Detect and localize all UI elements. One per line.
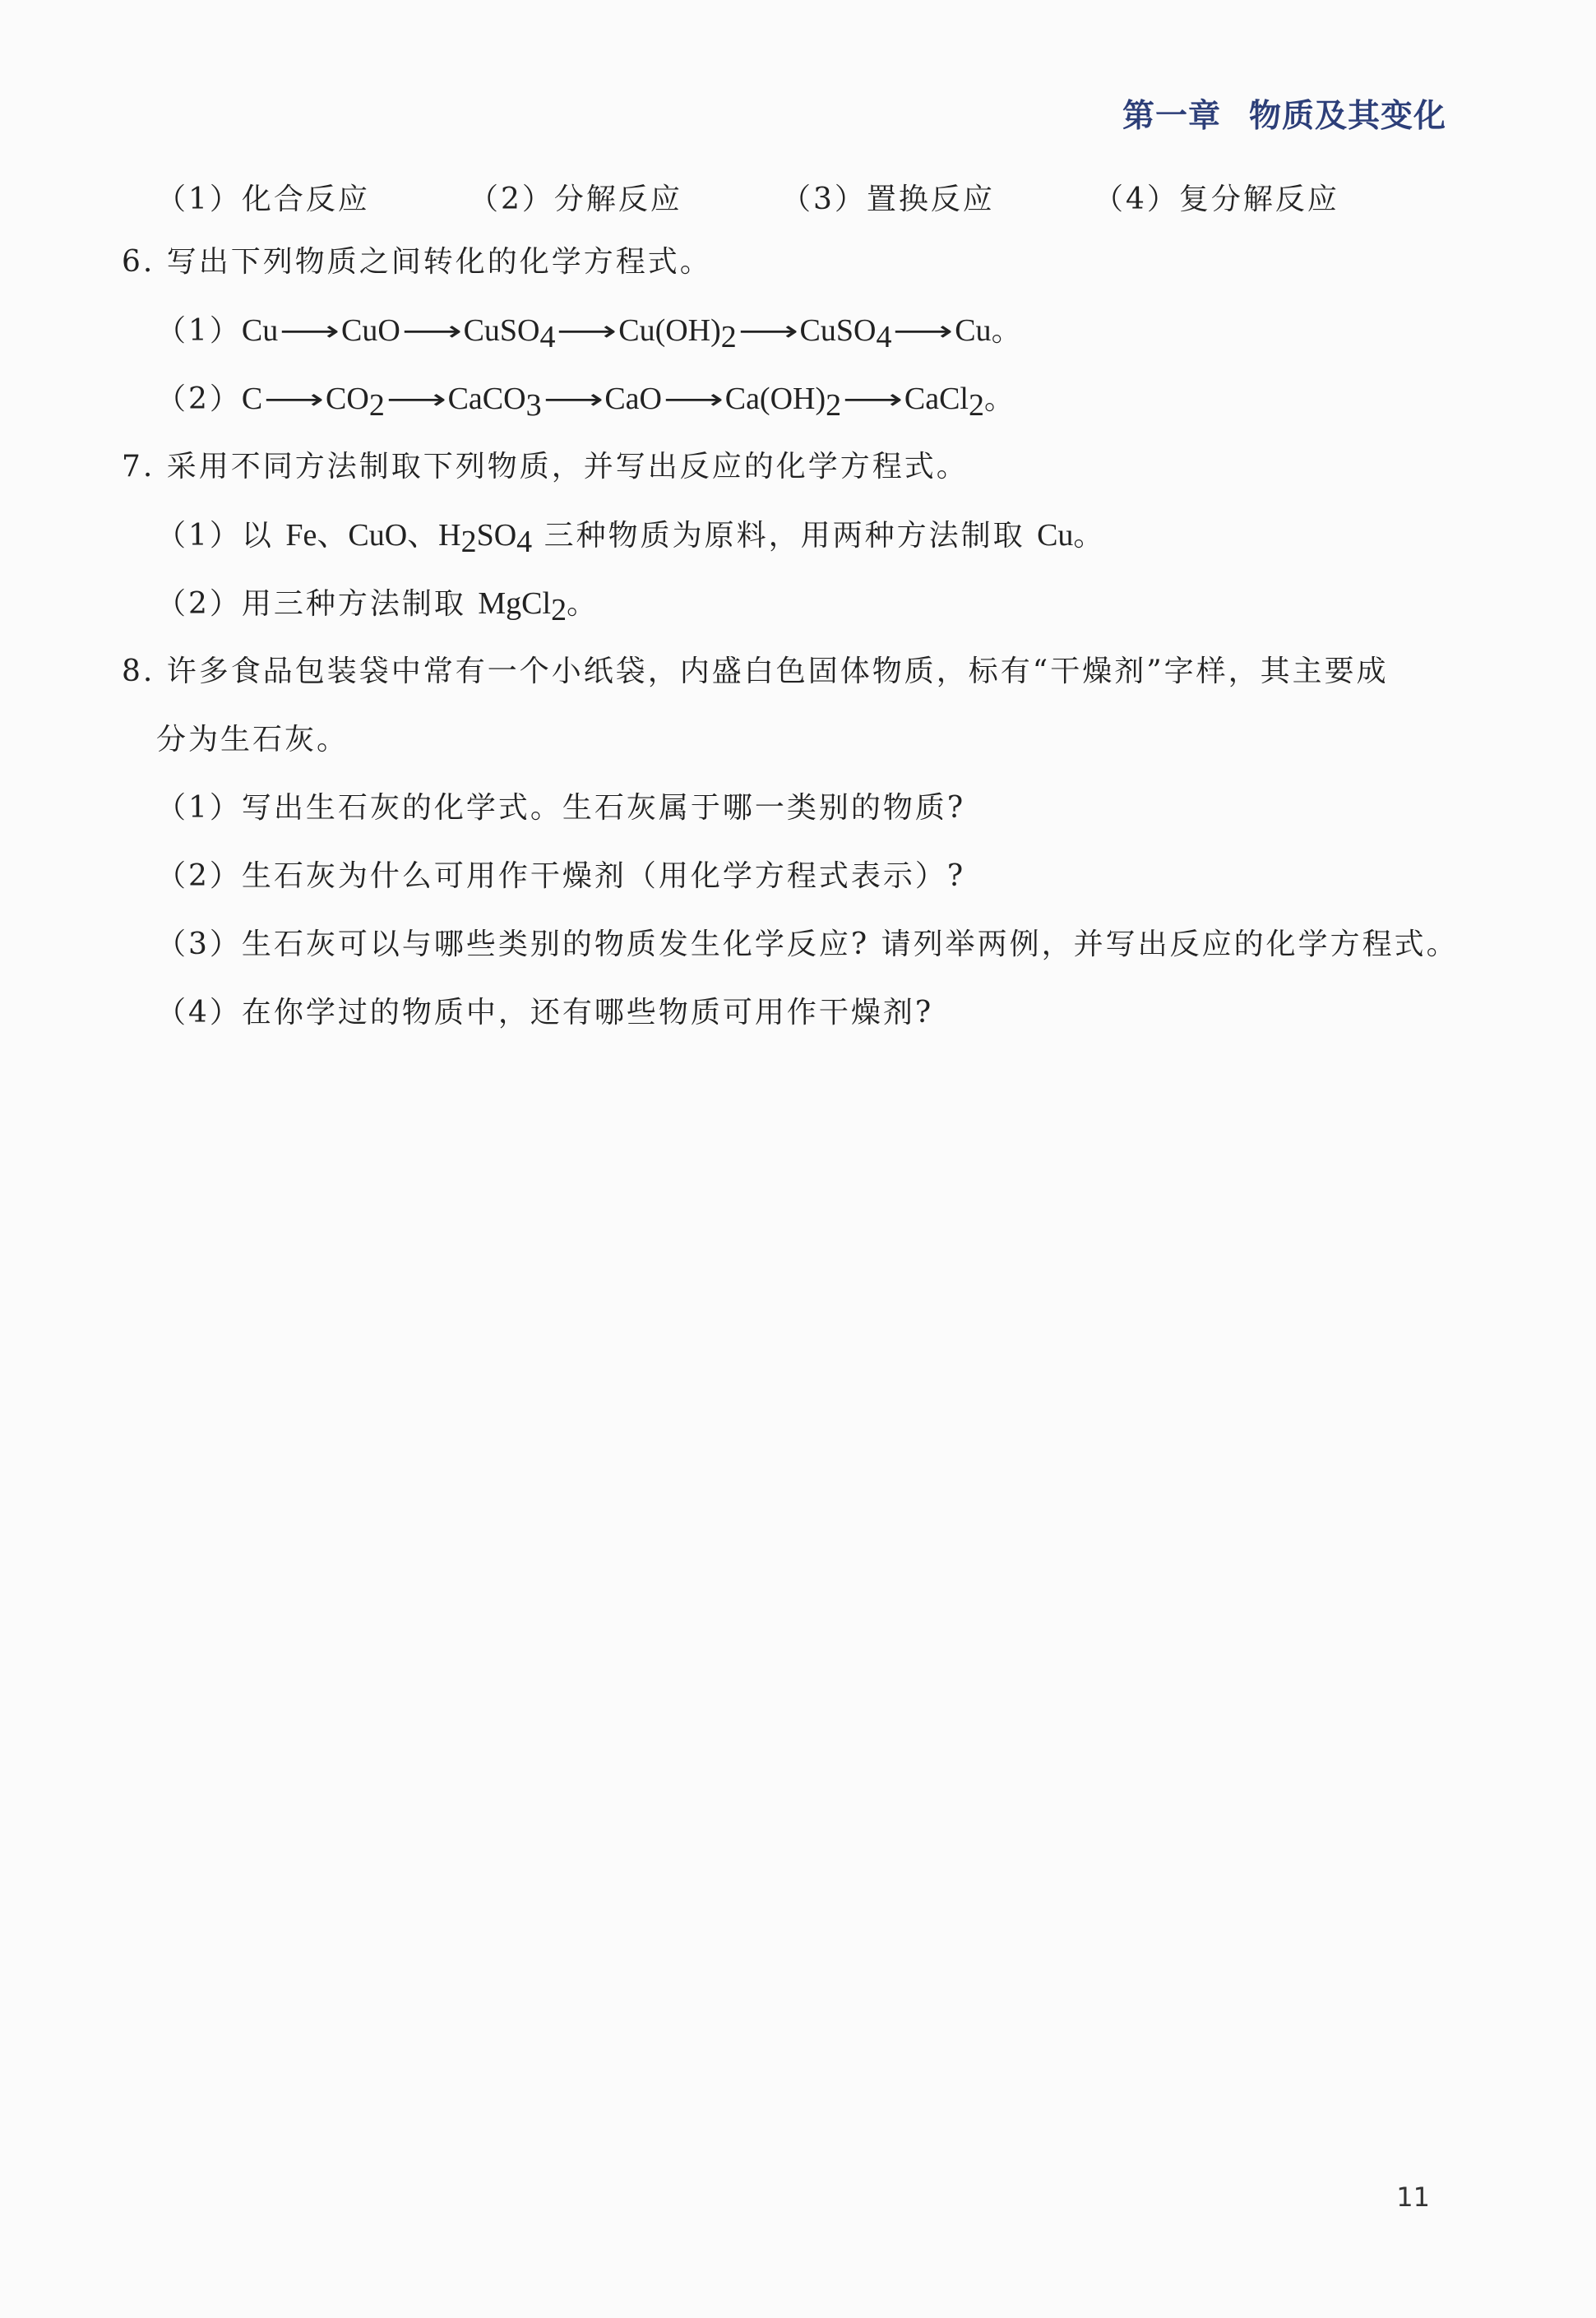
q6-p2-subscript: 2: [826, 388, 842, 423]
q6-p1-substance: Cu: [955, 313, 992, 348]
q6-p2-arrow: ⟶: [842, 383, 904, 416]
q7-part2-end: 。: [567, 587, 599, 621]
q6-part1-chain: [241, 313, 992, 354]
q6-p2-substance: CaO: [604, 382, 662, 416]
q6-p2-arrow: ⟶: [386, 383, 446, 416]
q6-p1-arrow: ⟶: [401, 315, 462, 348]
q6-p2-subscript: 2: [368, 388, 385, 423]
q6-p1-substance: Cu(OH): [618, 313, 721, 348]
q6-p2-arrow: ⟶: [663, 383, 724, 416]
q7-part1-text-b: 三种物质为原料，用两种方法制取: [532, 519, 1038, 553]
option-4: （4）复分解反应: [1094, 183, 1339, 216]
q6-p1-substance: CuSO: [463, 313, 540, 348]
q6-p2-substance: CaCO: [447, 382, 526, 416]
q8-part3: （3）生石灰可以与哪些类别的物质发生化学反应? 请列举两例，并写出反应的化学方程式。: [156, 928, 1459, 961]
q7-stem: 7. 采用不同方法制取下列物质，并写出反应的化学方程式。: [122, 450, 969, 483]
q6-p2-substance: C: [241, 382, 263, 416]
q8-part2: （2）生石灰为什么可用作干燥剂（用化学方程式表示）?: [156, 859, 966, 893]
option-1: （1）化合反应: [156, 183, 370, 216]
chapter-title: 物质及其变化: [1248, 98, 1446, 135]
q6-part1: [156, 312, 1024, 354]
option-2: （2）分解反应: [469, 183, 682, 216]
q7-part1-chem-reagents: Fe、CuO、H: [285, 518, 461, 553]
chapter-header: [1122, 90, 1446, 136]
q8-part1: （1）写出生石灰的化学式。生石灰属于哪一类别的物质?: [156, 791, 966, 825]
q6-p1-arrow: ⟶: [280, 315, 340, 348]
q7-part2-sub: 2: [551, 593, 567, 627]
q6-stem: 6. 写出下列物质之间转化的化学方程式。: [122, 245, 712, 279]
q6-p1-arrow: ⟶: [557, 315, 618, 348]
q6-p2-substance: CaCl: [904, 382, 969, 416]
option-3: （3）置换反应: [781, 183, 995, 216]
q7-part2: [156, 585, 599, 627]
q6-p2-arrow: ⟶: [264, 383, 325, 416]
q6-p2-substance: CO: [326, 382, 369, 416]
q7-part1-chem-product: Cu: [1037, 518, 1074, 553]
q6-part1-label: （1）: [156, 314, 242, 348]
q7-part1-end: 。: [1073, 519, 1106, 553]
q7-part1-sub-2: 4: [516, 525, 533, 559]
q8-stem-line2: 分为生石灰。: [156, 723, 349, 756]
q8-stem-line1: 8. 许多食品包装袋中常有一个小纸袋，内盛白色固体物质，标有“干燥剂”字样，其主要成: [122, 655, 1389, 688]
q6-p1-substance: CuSO: [799, 313, 877, 348]
q6-p1-substance: CuO: [341, 313, 400, 348]
q6-part1-end: 。: [991, 314, 1024, 348]
chapter-number: 第一章: [1122, 98, 1221, 135]
q6-p1-subscript: 2: [720, 320, 737, 354]
q7-part2-chem: MgCl: [478, 586, 552, 621]
q7-part1-chem-so: SO: [476, 518, 517, 553]
q7-part2-text: （2）用三种方法制取: [156, 587, 479, 621]
q6-p1-substance: Cu: [241, 313, 279, 348]
page-number: 11: [1396, 2182, 1430, 2213]
q6-p2-arrow: ⟶: [543, 383, 604, 416]
q7-part1-text-a: （1）以: [156, 519, 286, 553]
q6-p1-arrow: ⟶: [893, 315, 954, 348]
q6-part2-chain: [241, 382, 984, 423]
q6-p1-subscript: 4: [876, 320, 892, 354]
q6-part2: [156, 381, 1017, 423]
q8-part4: （4）在你学过的物质中，还有哪些物质可用作干燥剂?: [156, 996, 934, 1029]
q7-part1-sub-1: 2: [460, 525, 477, 559]
q6-part2-end: 。: [984, 382, 1017, 416]
q6-p1-subscript: 4: [539, 320, 556, 354]
q7-part1: [156, 517, 1106, 559]
q6-part2-label: （2）: [156, 382, 242, 416]
q6-p2-subscript: 3: [525, 388, 542, 423]
q6-p2-subscript: 2: [969, 388, 984, 423]
q6-p2-substance: Ca(OH): [724, 382, 826, 416]
q6-p1-arrow: ⟶: [738, 315, 798, 348]
